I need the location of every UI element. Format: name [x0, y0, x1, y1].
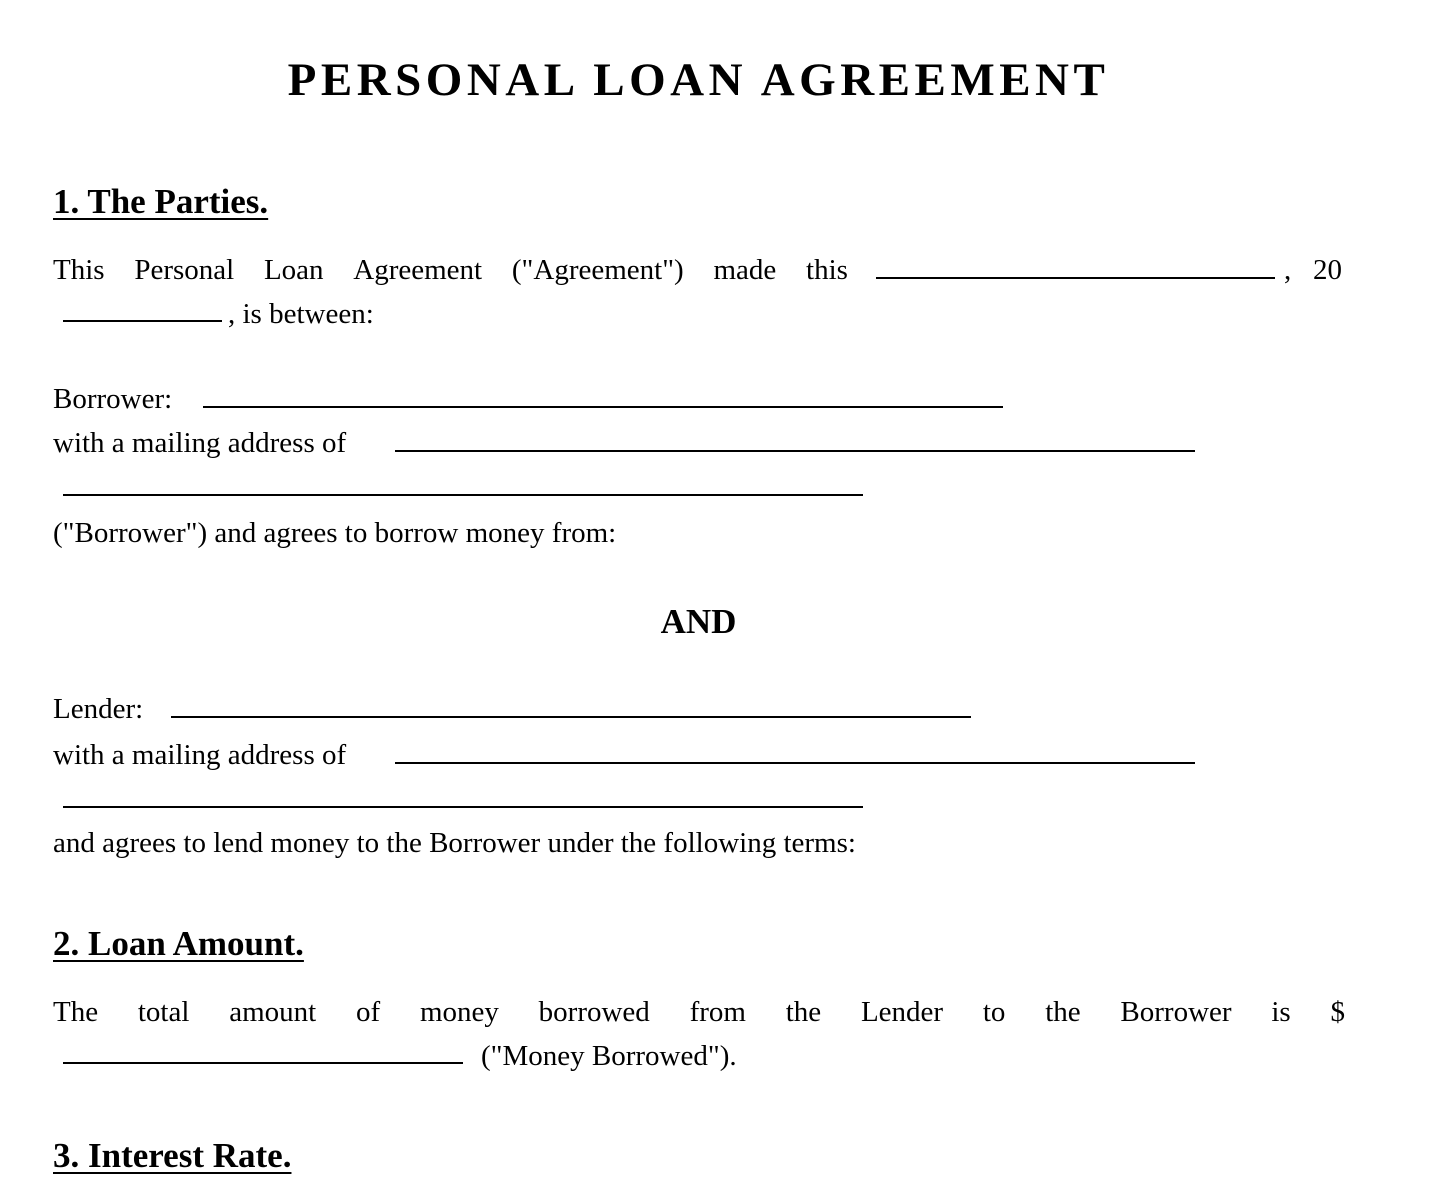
loan-word: borrowed	[538, 996, 650, 1028]
parties-intro-line	[53, 252, 848, 288]
dollar-sign: $	[1330, 996, 1345, 1028]
intro-word: Loan	[263, 254, 324, 286]
borrower-agrees-text: ("Borrower") and agrees to borrow money from:	[53, 517, 617, 549]
loan-word: from	[689, 996, 746, 1028]
loan-amount-sentence	[53, 994, 1345, 1030]
section-heading-interest-rate: 3. Interest Rate.	[53, 1136, 292, 1175]
borrower-address-blank[interactable]	[395, 450, 1195, 452]
loan-word: the	[785, 996, 822, 1028]
is-between-text: , is between:	[228, 298, 374, 330]
loan-word: The	[53, 996, 99, 1028]
borrower-label: Borrower:	[53, 383, 173, 415]
loan-word: total	[137, 996, 190, 1028]
loan-word: the	[1045, 996, 1081, 1028]
borrower-address-label: with a mailing address of	[53, 427, 347, 459]
loan-word: Borrower	[1120, 996, 1232, 1028]
intro-word: ("Agreement")	[511, 254, 684, 286]
and-separator: AND	[660, 602, 737, 641]
lender-address-label: with a mailing address of	[53, 739, 347, 771]
lender-name-blank[interactable]	[171, 716, 971, 718]
loan-word: Lender	[860, 996, 944, 1028]
lender-address-blank-2[interactable]	[63, 806, 863, 808]
lender-label: Lender:	[53, 693, 144, 725]
loan-amount-blank[interactable]	[63, 1062, 463, 1064]
loan-word: is	[1271, 996, 1291, 1028]
borrower-name-blank[interactable]	[203, 406, 1003, 408]
intro-word: made	[713, 254, 777, 286]
loan-word: to	[982, 996, 1006, 1028]
lender-address-blank[interactable]	[395, 762, 1195, 764]
intro-word: Agreement	[353, 254, 483, 286]
loan-word: money	[419, 996, 499, 1028]
section-heading-loan-amount: 2. Loan Amount.	[53, 924, 304, 963]
intro-word: this	[806, 254, 848, 286]
year-prefix: 20	[1313, 254, 1342, 286]
agreement-year-blank[interactable]	[63, 320, 222, 322]
section-heading-parties: 1. The Parties.	[53, 182, 269, 221]
lender-agrees-text: and agrees to lend money to the Borrower under the following terms:	[53, 827, 856, 859]
agreement-date-blank[interactable]	[876, 277, 1275, 279]
borrower-address-blank-2[interactable]	[63, 494, 863, 496]
loan-word: amount	[229, 996, 317, 1028]
loan-word: of	[355, 996, 381, 1028]
intro-word: This	[53, 254, 105, 286]
document-title: PERSONAL LOAN AGREEMENT	[287, 54, 1110, 106]
money-borrowed-text: ("Money Borrowed").	[481, 1040, 737, 1072]
year-comma: ,	[1284, 254, 1292, 286]
intro-word: Personal	[134, 254, 235, 286]
